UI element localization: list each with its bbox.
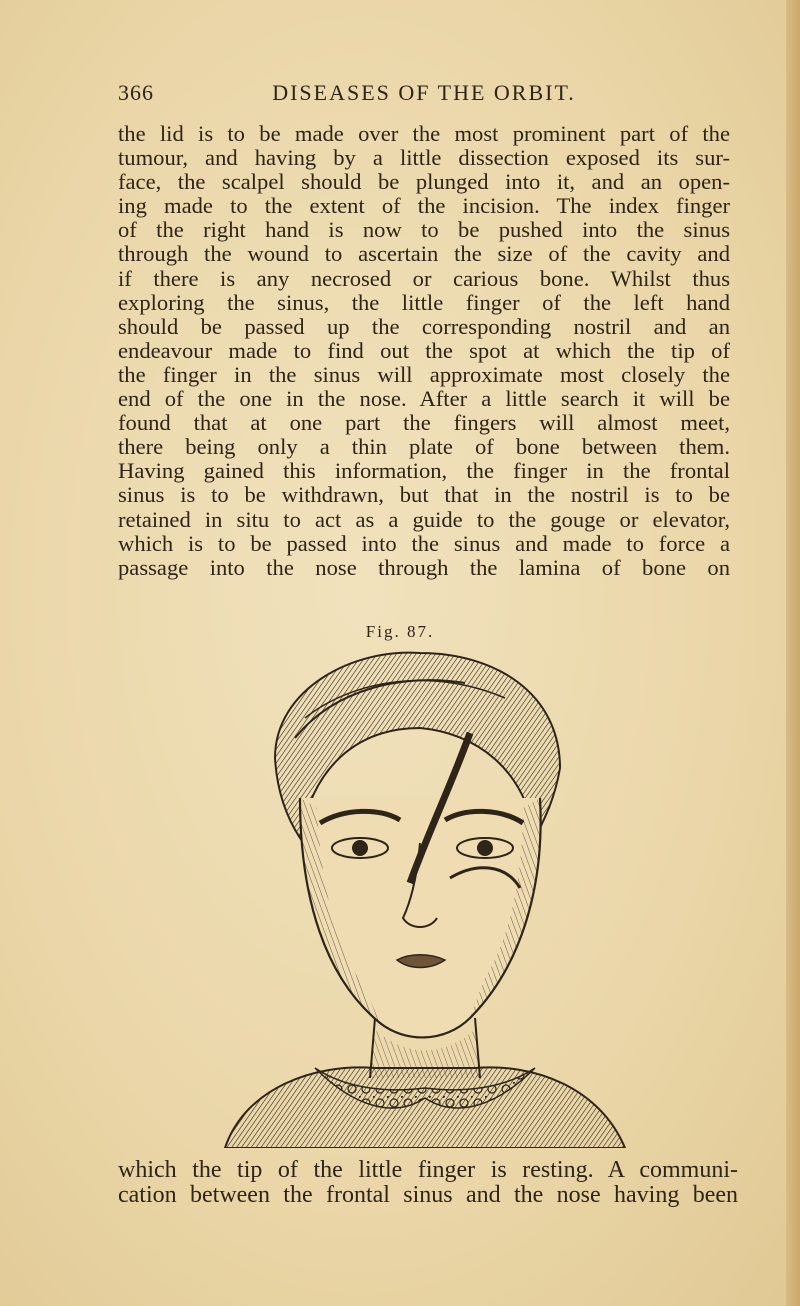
- text-line: ing made to the extent of the incision. The index finger: [118, 193, 730, 219]
- text-line: exploring the sinus, the little finger of the left hand: [118, 289, 730, 315]
- page-number: 366: [118, 80, 154, 105]
- text-line: end of the one in the nose. After a little search it will be: [118, 386, 730, 412]
- text-line: the finger in the sinus will approximate most closely the: [118, 361, 730, 387]
- text-line: retained in situ to act as a guide to the gouge or elevator,: [118, 506, 730, 532]
- text-line: which is to be passed into the sinus and made to force a: [118, 530, 730, 556]
- figure-caption: Fig. 87.: [365, 622, 435, 641]
- engraving-portrait: [205, 648, 635, 1148]
- text-line: endeavour made to find out the spot at which the tip of: [118, 337, 730, 363]
- text-line: found that at one part the fingers will almost meet,: [118, 410, 730, 436]
- text-line: passage into the nose through the lamina of bone on: [118, 554, 730, 580]
- text-line: through the wound to ascertain the size of the cavity and: [118, 241, 730, 267]
- text-line: if there is any necrosed or carious bone. Whilst thus: [118, 265, 730, 291]
- text-line: sinus is to be withdrawn, but that in the nostril is to be: [118, 482, 730, 508]
- continuation-paragraph: [118, 1158, 738, 1208]
- text-line: face, the scalpel should be plunged into it, and an open-: [118, 169, 730, 195]
- text-line: there being only a thin plate of bone between them.: [118, 434, 730, 460]
- text-line: Having gained this information, the finger in the frontal: [118, 458, 730, 484]
- running-title: DISEASES OF THE ORBIT.: [272, 80, 576, 105]
- running-head: [118, 80, 730, 110]
- text-line: the lid is to be made over the most prominent part of the: [118, 121, 730, 146]
- text-line: of the right hand is now to be pushed into the sinus: [118, 217, 730, 243]
- text-line: should be passed up the corresponding nostril and an: [118, 313, 730, 339]
- page-edge: [786, 0, 800, 1306]
- text-line: which the tip of the little finger is resting. A communi-: [118, 1157, 738, 1183]
- text-line: cation between the frontal sinus and the nose having been: [118, 1182, 738, 1208]
- text-line: tumour, and having by a little dissection exposed its sur-: [118, 145, 730, 171]
- body-paragraph: [118, 122, 730, 580]
- portrait-illustration: [205, 648, 635, 1148]
